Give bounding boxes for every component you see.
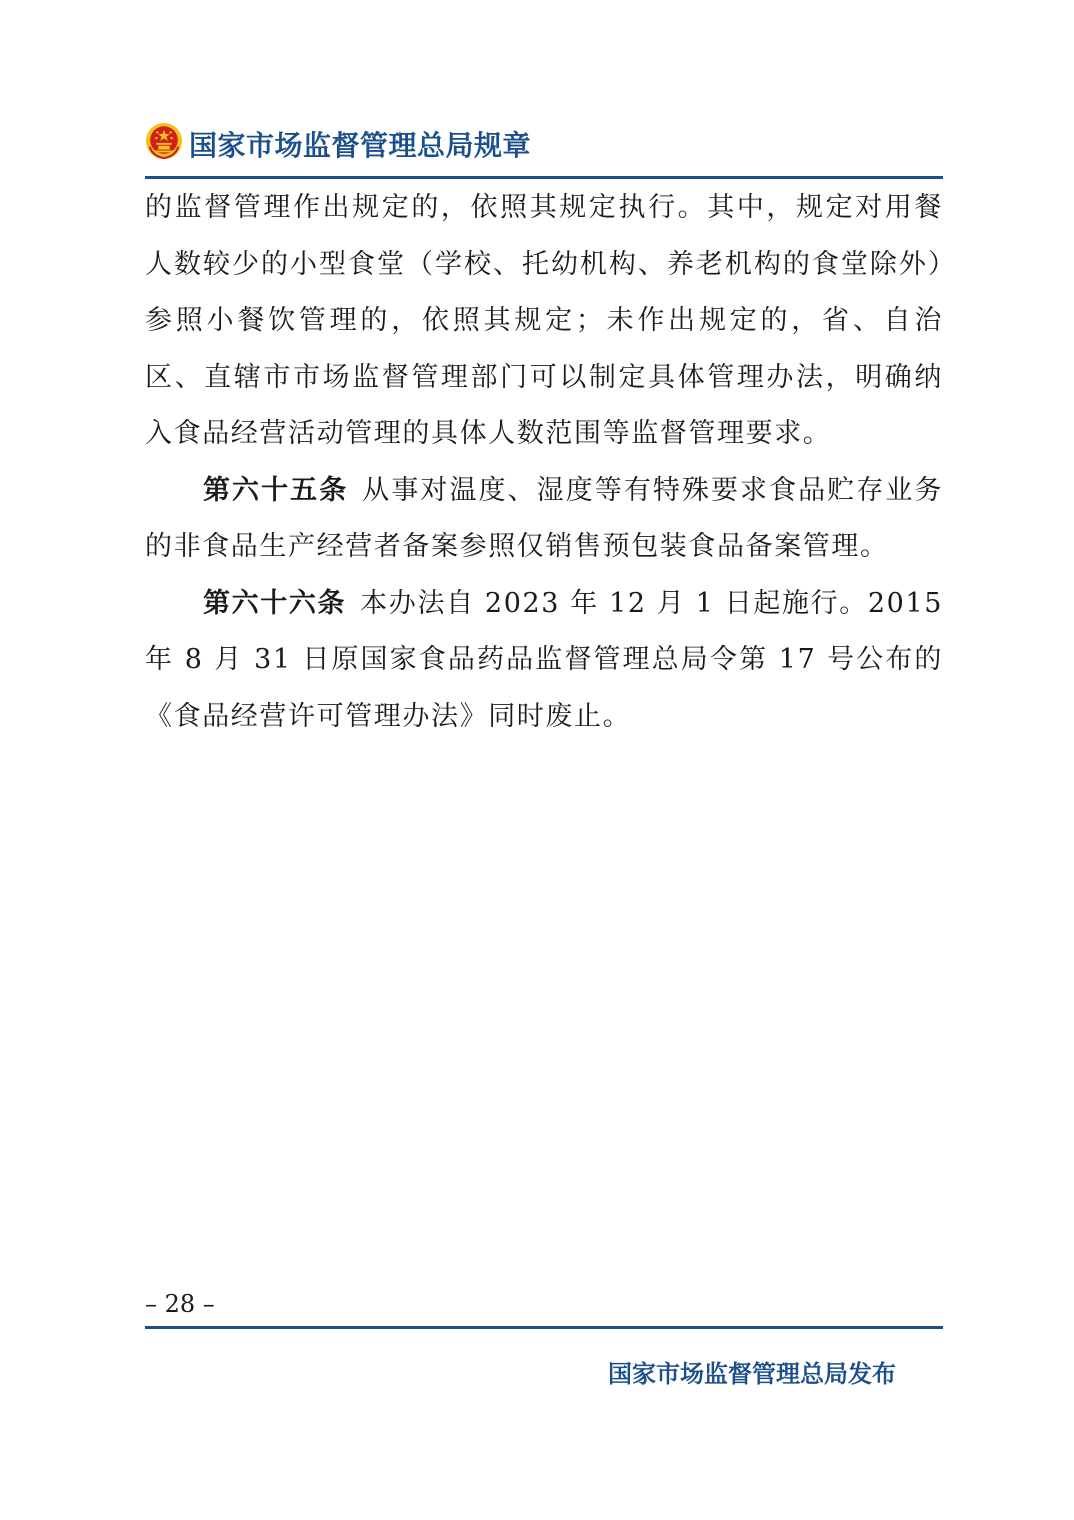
- page-header: [145, 118, 943, 176]
- article-65-text: 从事对温度、湿度等有特殊要求食品贮存业务的非食品生产经营者备案参照仅销售预包装食品备案管理。: [145, 474, 944, 562]
- article-66: [145, 576, 943, 746]
- header-rule: [145, 176, 943, 179]
- article-66-number: 第六十六条: [203, 587, 347, 619]
- article-66-text: 本办法自 2023 年 12 月 1 日起施行。2015 年 8 月 31 日原国家食品药品监督管理总局令第 17 号公布的《食品经营许可管理办法》同时废止。: [145, 587, 943, 732]
- header-title: 国家市场监督管理总局规章: [189, 129, 532, 162]
- document-body: [145, 180, 943, 745]
- footer-publisher: 国家市场监督管理总局发布: [608, 1360, 896, 1388]
- national-emblem-icon: [145, 122, 183, 160]
- footer-rule: [145, 1326, 943, 1329]
- article-65-number: 第六十五条: [203, 474, 349, 506]
- article-65: [145, 463, 943, 576]
- paragraph-continuation: 的监督管理作出规定的，依照其规定执行。其中，规定对用餐人数较少的小型食堂（学校、托幼机构、养老机构的食堂除外）参照小餐饮管理的，依照其规定；未作出规定的，省、自治区、直辖市市场监督管理部门可以制定具体管理办法，明确纳入食品经营活动管理的具体人数范围等监督管理要求。: [145, 192, 943, 449]
- page-number: – 28 –: [145, 1290, 215, 1318]
